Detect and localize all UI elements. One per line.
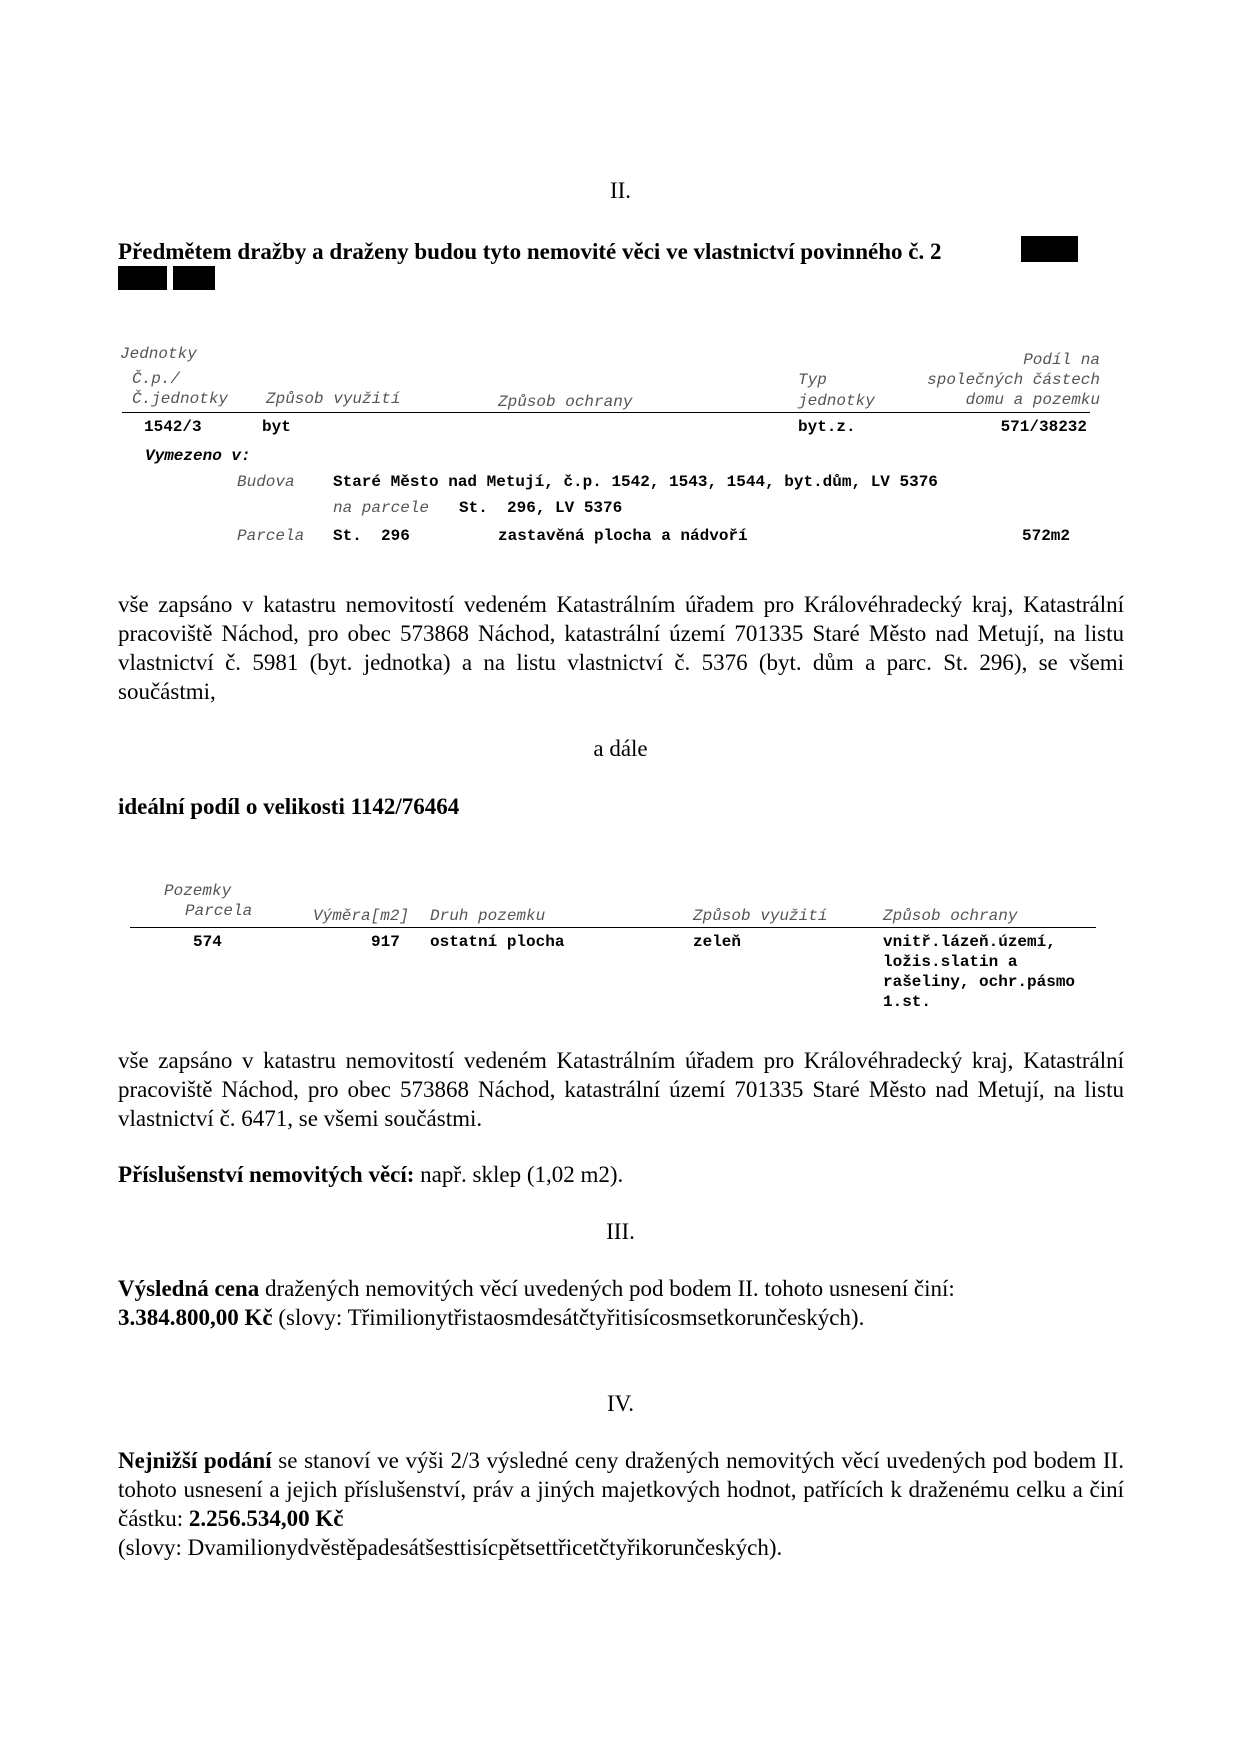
land-use: zeleň — [693, 933, 742, 951]
units-table-title: Jednotky — [120, 345, 197, 363]
unit-use: byt — [262, 418, 291, 436]
final-price-amount: 3.384.800,00 Kč — [118, 1305, 273, 1330]
land-protection-line-1: vnitř.lázeň.území, — [883, 933, 1056, 951]
col-header-land-use: Způsob využití — [693, 907, 828, 925]
land-type: ostatní plocha — [430, 933, 565, 951]
parcel-value: St. 296 — [333, 527, 410, 545]
minimum-bid-paragraph — [118, 1446, 1124, 1533]
minimum-bid-label: Nejnižší podání — [118, 1448, 272, 1473]
minimum-bid-amount: 2.256.534,00 Kč — [188, 1506, 344, 1531]
col-header-type-2: jednotky — [798, 392, 875, 410]
unit-type: byt.z. — [798, 418, 856, 436]
section-number-ii: II. — [609, 178, 632, 203]
final-price-label: Výsledná cena — [118, 1276, 260, 1301]
and-further-text: a dále — [593, 736, 648, 761]
parcel-area: 572m2 — [1022, 527, 1071, 545]
final-price-words: (slovy: Třimilionytřistaosmdesátčtyřitisícosmsetkorunčeských). — [272, 1305, 865, 1330]
parcel-land-type: zastavěná plocha a nádvoří — [498, 527, 748, 545]
parcel-label: Parcela — [237, 527, 305, 545]
col-header-cp: Č.p./ — [132, 370, 181, 388]
land-protection-line-4: 1.st. — [883, 993, 932, 1011]
col-header-share-2: společných částech — [927, 371, 1100, 389]
redaction-block — [1021, 236, 1078, 262]
share-heading: ideální podíl o velikosti 1142/76464 — [118, 794, 460, 819]
col-header-share-3: domu a pozemku — [965, 391, 1100, 409]
col-header-land-protection: Způsob ochrany — [883, 907, 1018, 925]
cadastre-paragraph-2: vše zapsáno v katastru nemovitostí vedeném Katastrálním úřadem pro Královéhradecký kraj, Katastrální pracoviště Náchod, pro obec 573868 Náchod, katastrální území 701335 Staré Město nad Metují, na listu vlastnictví č. 6471, se všemi součástmi. — [118, 1048, 1124, 1131]
land-parcel-number: 574 — [193, 933, 222, 951]
unit-number: 1542/3 — [144, 418, 202, 436]
land-table-title: Pozemky — [164, 882, 232, 900]
unit-share: 571/38232 — [1000, 418, 1087, 436]
land-protection-line-3: rašeliny, ochr.pásmo — [883, 973, 1076, 991]
redaction-block — [118, 266, 167, 290]
table-rule — [130, 927, 1096, 928]
col-header-share-1: Podíl na — [1023, 351, 1100, 369]
accessories-text: např. sklep (1,02 m2). — [414, 1162, 624, 1187]
minimum-bid-text: se stanoví ve výši 2/3 výsledné ceny dražených nemovitých věcí uvedených pod bodem II. tohoto usnesení a jejich příslušenství, práv a jiných majetkových hodnot, patřících k draženému celku a činí částku: — [118, 1448, 1124, 1531]
final-price-paragraph — [118, 1274, 1124, 1332]
cadastre-paragraph-1: vše zapsáno v katastru nemovitostí vedeném Katastrálním úřadem pro Královéhradecký kraj, Katastrální pracoviště Náchod, pro obec 573868 Náchod, katastrální území 701335 Staré Město nad Metují, na listu vlastnictví č. 5981 (byt. jednotka) a na listu vlastnictví č. 5376 (byt. dům a parc. St. 296), se všemi součástmi, — [118, 592, 1124, 704]
land-protection-line-2: ložis.slatin a — [883, 953, 1018, 971]
building-value: Staré Město nad Metují, č.p. 1542, 1543, 1544, byt.dům, LV 5376 — [333, 473, 938, 491]
accessories-label: Příslušenství nemovitých věcí: — [118, 1162, 415, 1187]
land-area: 917 — [371, 933, 400, 951]
col-header-land-type: Druh pozemku — [430, 907, 546, 925]
col-header-unit-no: Č.jednotky — [132, 390, 229, 408]
defined-in-label: Vymezeno v: — [145, 447, 251, 465]
col-header-type: Typ — [798, 371, 827, 389]
section-number-iii: III. — [606, 1219, 635, 1244]
col-header-protection: Způsob ochrany — [498, 393, 633, 411]
final-price-text: dražených nemovitých věcí uvedených pod bodem II. tohoto usnesení činí: — [259, 1276, 955, 1301]
col-header-parcel: Parcela — [185, 902, 253, 920]
section-number-iv: IV. — [606, 1391, 635, 1416]
minimum-bid-words: (slovy: Dvamilionydvěstěpadesátšesttisícpětsettřicetčtyřikorunčeských). — [118, 1535, 783, 1560]
building-label: Budova — [237, 473, 295, 491]
on-parcel-label: na parcele — [333, 499, 430, 517]
table-rule — [122, 412, 1090, 413]
accessories-paragraph — [118, 1160, 623, 1189]
col-header-area: Výměra[m2] — [313, 907, 410, 925]
on-parcel-value: St. 296, LV 5376 — [459, 499, 623, 517]
subject-heading: Předmětem dražby a draženy budou tyto nemovité věci ve vlastnictví povinného č. 2 — [118, 239, 942, 264]
col-header-use: Způsob využití — [266, 390, 401, 408]
redaction-block — [173, 266, 215, 290]
